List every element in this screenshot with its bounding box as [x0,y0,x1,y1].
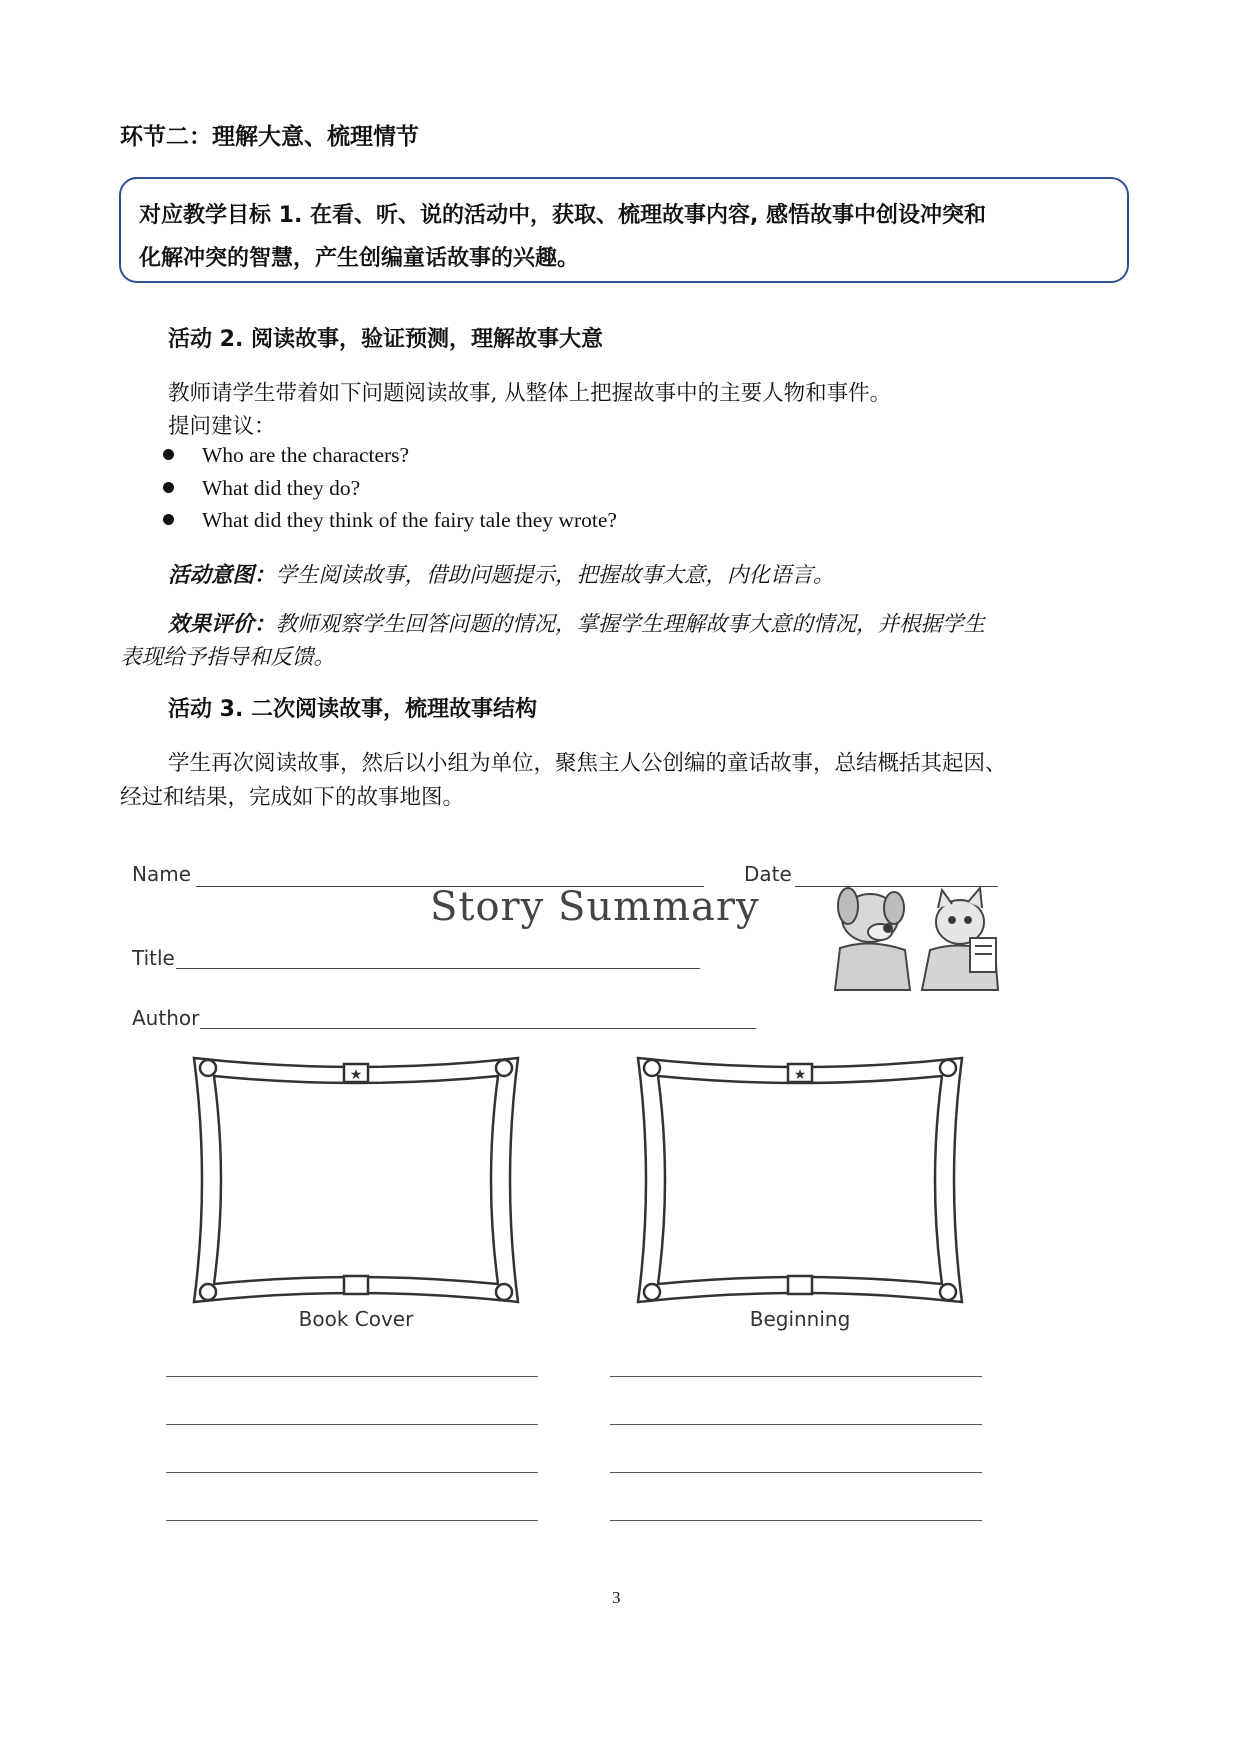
star-icon: ★ [349,1067,363,1083]
section-heading: 环节二：理解大意、梳理情节 [120,124,419,150]
activity-2-intent [168,558,835,589]
writing-line[interactable] [166,1376,538,1377]
bullet-icon [163,449,174,460]
bullet-icon [163,482,174,493]
goal-line-2: 化解冲突的智慧，产生创编童话故事的兴趣。 [139,246,580,271]
writing-line[interactable] [610,1520,982,1521]
writing-line[interactable] [166,1472,538,1473]
eval-label: 效果评价： [168,612,276,637]
activity-2-intro: 教师请学生带着如下问题阅读故事, 从整体上把握故事中的主要人物和事件。 [168,381,892,406]
book-cover-frame [186,1050,526,1310]
author-label: Author [132,1006,200,1030]
worksheet-title: Story Summary [430,884,760,930]
activity-2-evaluation [168,607,985,638]
writing-line[interactable] [166,1520,538,1521]
activity-2-title: 活动 2. 阅读故事，验证预测，理解故事大意 [168,327,603,352]
question-item: Who are the characters? [163,443,409,468]
name-label: Name [132,862,192,886]
dog-and-cat-illustration-icon [810,878,1025,998]
writing-line[interactable] [610,1424,982,1425]
eval-text-1: 教师观察学生回答问题的情况，掌握学生理解故事大意的情况，并根据学生 [275,612,986,637]
writing-line[interactable] [610,1472,982,1473]
book-cover-caption: Book Cover [298,1307,414,1331]
teaching-goal-box [119,177,1129,283]
beginning-caption: Beginning [749,1307,851,1331]
title-label: Title [132,946,175,970]
author-line[interactable] [200,1028,756,1029]
activity-3-title: 活动 3. 二次阅读故事，梳理故事结构 [168,697,537,722]
activity-3-text-1: 学生再次阅读故事，然后以小组为单位，聚焦主人公创编的童话故事，总结概括其起因、 [168,751,1007,776]
intent-text: 学生阅读故事，借助问题提示，把握故事大意，内化语言。 [275,563,835,588]
date-label: Date [744,862,792,886]
goal-line-1: 对应教学目标 1. 在看、听、说的活动中，获取、梳理故事内容, 感悟故事中创设冲突和 [139,203,987,228]
question-item: What did they do? [163,476,360,501]
beginning-frame [630,1050,970,1310]
writing-line[interactable] [166,1424,538,1425]
star-icon: ★ [793,1067,807,1083]
intent-label: 活动意图： [168,563,276,588]
bullet-icon [163,514,174,525]
activity-3-text-2: 经过和结果，完成如下的故事地图。 [120,785,465,810]
eval-text-2: 表现给予指导和反馈。 [120,645,336,670]
activity-2-prompt: 提问建议： [168,414,276,439]
title-line[interactable] [176,968,700,969]
page-number: 3 [612,1588,621,1607]
writing-line[interactable] [610,1376,982,1377]
question-item: What did they think of the fairy tale they wrote? [163,508,617,533]
